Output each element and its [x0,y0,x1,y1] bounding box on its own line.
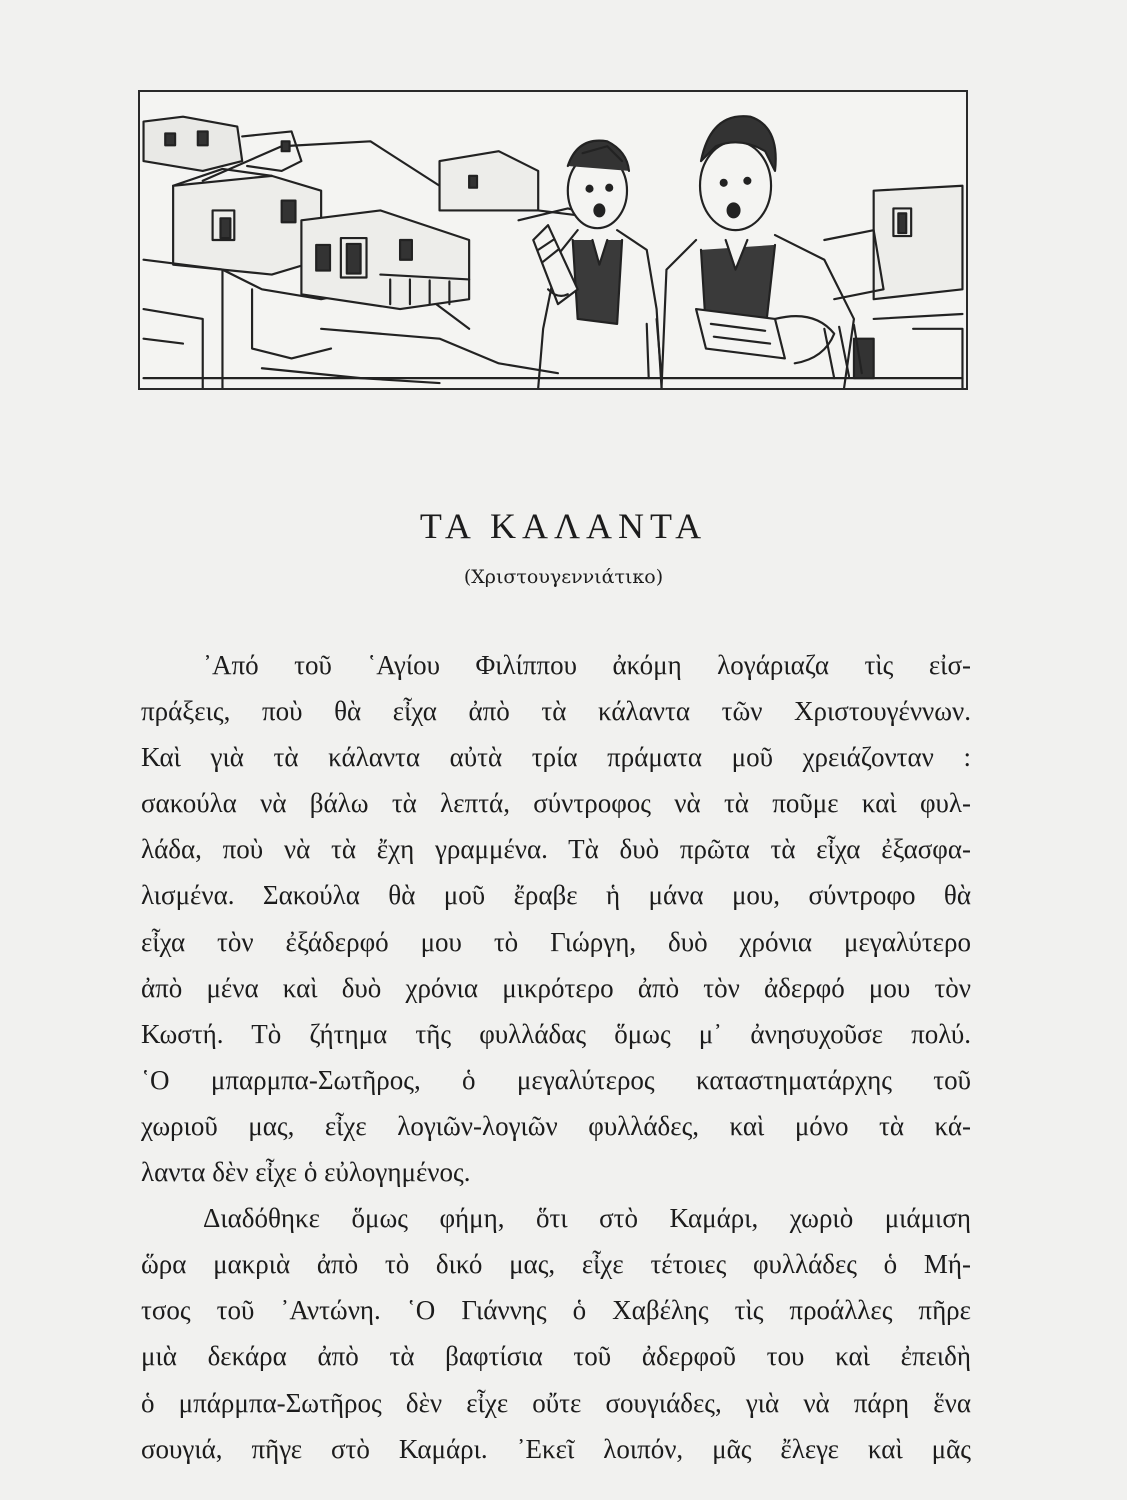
text-line: τσος τοῦ ᾿Αντώνη. ῾Ο Γιάννης ὁ Χαβέλης τὶς προάλλες πῆρε [141,1295,971,1326]
text-line: Κωστή. Τὸ ζήτημα τῆς φυλλάδας ὅμως μ᾿ ἀνησυχοῦσε πολύ. [141,1018,971,1049]
text-line: μιὰ δεκάρα ἀπὸ τὰ βαφτίσια τοῦ ἀδερφοῦ του καὶ ἐπειδὴ [141,1341,971,1372]
text-line: ῾Ο μπαρμπα-Σωτῆρος, ὁ μεγαλύτερος καταστηματάρχης τοῦ [141,1064,971,1095]
chapter-title: ΤΑ ΚΑΛΑΝΤΑ [419,506,708,546]
text-line: χωριοῦ μας, εἶχε λογιῶν-λογιῶν φυλλάδες, καὶ μόνο τὰ κά- [141,1110,971,1141]
text-line: πράξεις, ποὺ θὰ εἶχα ἀπὸ τὰ κάλαντα τῶν Χριστουγέννων. [141,696,971,727]
text-line: σουγιά, πῆγε στὸ Καμάρι. ᾿Εκεῖ λοιπόν, μᾶς ἔλεγε καὶ μᾶς [141,1433,971,1464]
text-line: εἶχα τὸν ἐξάδερφό μου τὸ Γιώργη, δυὸ χρόνια μεγαλύτερο [141,926,971,957]
illustration-drawing [140,92,966,388]
text-line: ὥρα μακριὰ ἀπὸ τὸ δικό μας, εἶχε τέτοιες φυλλάδες ὁ Μή- [141,1249,971,1280]
text-line: Καὶ γιὰ τὰ κάλαντα αὐτὰ τρία πράματα μοῦ χρειάζονταν : [141,742,971,773]
text-line: Διαδόθηκε ὅμως φήμη, ὅτι στὸ Καμάρι, χωριὸ μιάμιση [203,1203,971,1234]
chapter-subtitle: (Χριστουγεννιάτικο) [463,566,664,588]
text-line: ὁ μπάρμπα-Σωτῆρος δὲν εἶχε οὔτε σουγιάδες, γιὰ νὰ πάρη ἕνα [141,1387,971,1418]
text-line: ἀπὸ μένα καὶ δυὸ χρόνια μικρότερο ἀπὸ τὸν ἀδερφό μου τὸν [141,972,971,1003]
text-line: σακούλα νὰ βάλω τὰ λεπτά, σύντροφος νὰ τὰ ποῦμε καὶ φυλ- [141,788,971,819]
woodcut-illustration [138,90,968,390]
text-line: ᾿Από τοῦ ῾Αγίου Φιλίππου ἀκόμη λογάριαζα τὶς εἰσ- [203,650,971,680]
text-line: λισμένα. Σακούλα θὰ μοῦ ἔραβε ἡ μάνα μου, σύντροφο θὰ [141,880,971,911]
text-line: λάδα, ποὺ νὰ τὰ ἔχη γραμμένα. Τὰ δυὸ πρῶτα τὰ εἶχα ἐξασφα- [141,834,971,865]
body-text [141,642,971,1472]
text-line: λαντα δὲν εἶχε ὁ εὐλογημένος. [141,1157,471,1188]
